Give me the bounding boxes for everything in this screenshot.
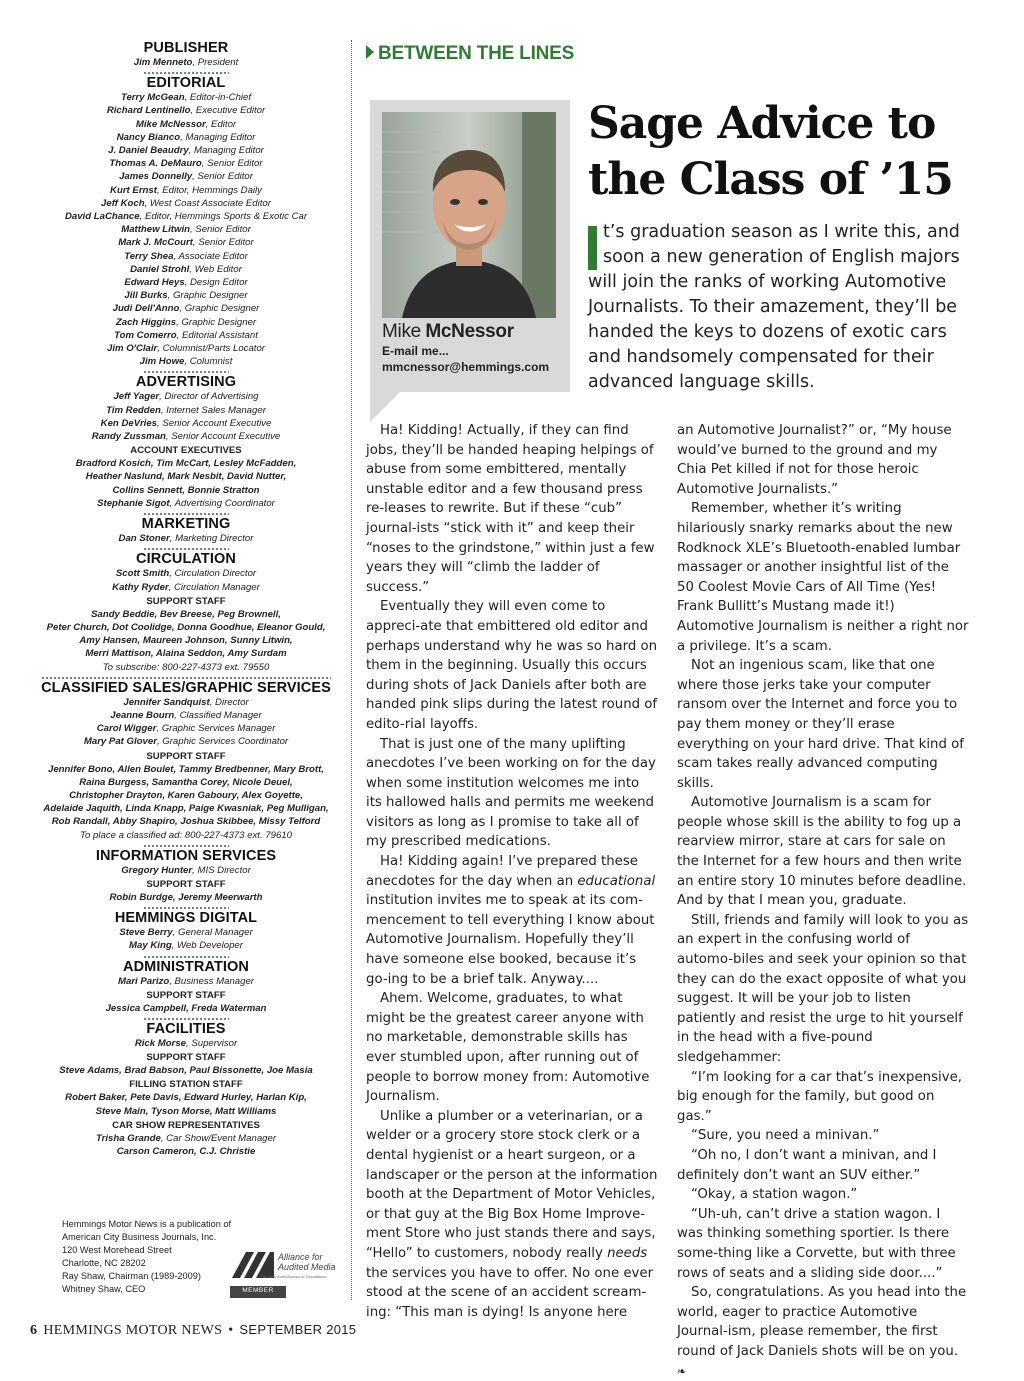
- paragraph-text: Not an ingenious scam, like that one where those jerks take your computer ransom over the Internet and force you to pay them money or they’ll erase everything on your hard drive. That kind of scam takes really advanced computing skills.: [677, 658, 964, 791]
- dotted-divider: [143, 72, 229, 74]
- staff-name: Tom Comerro: [114, 329, 177, 341]
- staff-title: , Executive Editor: [190, 105, 266, 117]
- paragraph-text: institution invites me to speak at its com-mencement to tell everything I know about Automotive Journalism. Hopefully they’ll have someone else booked, because it’s go-ing to be a brief talk. Anyway....: [366, 893, 655, 987]
- staff-title: , Director of Advertising: [159, 391, 259, 403]
- staff-name: Thomas A. DeMauro: [109, 158, 202, 170]
- body-paragraph: [677, 421, 969, 499]
- staff-name: Mary Pat Glover: [83, 736, 157, 748]
- staff-title: , Editor: [205, 118, 237, 130]
- masthead-staff-list: Rob Randall, Abby Shapiro, Joshua Skibbee, Missy Telford: [51, 816, 321, 828]
- page-number: 6: [30, 1323, 38, 1338]
- body-column-1: [366, 421, 658, 1322]
- masthead-subhead: CAR SHOW REPRESENTATIVES: [112, 1119, 260, 1131]
- aam-tagline: The New Audit Bureau of Circulations: [260, 1274, 327, 1279]
- masthead-staff-list: Jennifer Bono, Allen Boulet, Tammy Bredbenner, Mary Brott,: [48, 763, 324, 775]
- headline-line1: Sage Advice to: [588, 98, 936, 149]
- masthead-section-marketing: [30, 513, 342, 545]
- body-paragraph: [366, 852, 658, 989]
- author-photo: [382, 112, 556, 318]
- author-last-name: McNessor: [425, 321, 514, 342]
- issue-date: SEPTEMBER 2015: [239, 1322, 357, 1337]
- body-paragraph: [677, 656, 969, 793]
- staff-title: , Columnist: [184, 356, 233, 368]
- masthead-staff-list: Christopher Drayton, Karen Gaboury, Alex Goyette,: [69, 789, 303, 801]
- staff-title: , Editor-in-Chief: [184, 92, 252, 104]
- paragraph-text: “Uh-uh, can’t drive a station wagon. I was thinking something sportier. Is there some-thing like a Corvette, but with three rows of seats and a sliding side door....”: [677, 1206, 956, 1281]
- masthead-staff-line: [30, 342, 342, 355]
- masthead-staff-line: [30, 302, 342, 315]
- author-email-link[interactable]: mmcnessor@hemmings.com: [382, 360, 550, 374]
- body-paragraph: [677, 1146, 969, 1185]
- masthead-staff-line: [30, 236, 342, 249]
- masthead-staff-line: [30, 263, 342, 276]
- body-paragraph: [677, 1283, 969, 1381]
- masthead-staff-list: Jessica Campbell, Freda Waterman: [105, 1002, 267, 1014]
- staff-name: Randy Zussman: [91, 431, 166, 443]
- staff-name: Carol Wigger: [96, 723, 157, 735]
- page-footer: [30, 1322, 356, 1339]
- staff-name: Jill Burks: [124, 290, 168, 302]
- staff-title: , Internet Sales Manager: [160, 404, 266, 416]
- staff-title: , Graphic Services Coordinator: [156, 736, 289, 748]
- paragraph-text: an Automotive Journalist?” or, “My house would’ve burned to the ground and my Chia Pet killed if not for those heroic Automotive Journalists.”: [677, 423, 952, 497]
- staff-name: Judi Dell'Anno: [112, 303, 180, 315]
- paragraph-text: “Okay, a station wagon.”: [691, 1187, 858, 1203]
- body-paragraph: [677, 1185, 969, 1205]
- body-paragraph: [677, 911, 969, 1068]
- paragraph-text: Automotive Journalism is a scam for people whose skill is the ability to fog up a rearview mirror, stare at cars for sale on the Internet for a few hours and then write an entire story 10 minutes before deadline. And by that I mean you, graduate.: [677, 795, 967, 909]
- staff-name: Jeff Yager: [113, 391, 160, 403]
- staff-title: , MIS Director: [192, 864, 251, 876]
- footer-bullet: •: [228, 1323, 234, 1338]
- body-paragraph: [677, 1126, 969, 1146]
- emphasis-text: educational: [577, 873, 656, 889]
- masthead-section-circulation: [30, 548, 342, 673]
- masthead-staff-list: Robert Baker, Pete Davis, Edward Hurley, Harlan Kip,: [65, 1092, 307, 1104]
- masthead-section-facilities: [30, 1018, 342, 1158]
- dotted-divider: [41, 677, 331, 679]
- pub-info-line: Hemmings Motor News is a publication of: [62, 1219, 232, 1229]
- masthead-staff-line: [30, 430, 342, 443]
- body-paragraph: [366, 597, 658, 734]
- masthead-staff-line: [30, 722, 342, 735]
- masthead-subhead: FILLING STATION STAFF: [129, 1079, 243, 1091]
- masthead-section-publisher: [30, 40, 342, 69]
- masthead-subhead: SUPPORT STAFF: [146, 750, 226, 762]
- masthead-staff-line: [30, 250, 342, 263]
- staff-title: , Web Editor: [189, 263, 242, 275]
- staff-title: , Editor, Hemmings Sports & Exotic Car: [139, 211, 308, 223]
- masthead-staff-line: [30, 567, 342, 580]
- paragraph-text: That is just one of the many uplifting anecdotes I’ve been working on for the day when some institution welcomes me into its hallowed halls and permits me weekend visitors as long as I promise to take all of my prescribed medications.: [366, 736, 656, 850]
- triangle-right-icon: [366, 45, 374, 59]
- masthead-staff-line: [30, 975, 342, 988]
- body-paragraph: [677, 1068, 969, 1127]
- staff-name: Mark J. McCourt: [118, 237, 193, 249]
- staff-title: , Web Developer: [171, 940, 243, 952]
- masthead-section-advertising: [30, 371, 342, 510]
- masthead-staff-line: [30, 144, 342, 157]
- pub-info-line: American City Business Journals, Inc.: [62, 1232, 217, 1242]
- masthead-staff-list: Raina Burgess, Samantha Corey, Nicole Deuel,: [79, 776, 293, 788]
- paragraph-text: Ahem. Welcome, graduates, to what might be the greatest career anyone with no marketable, demonstrable skills has ever stumbled upon, after running out of people to borrow money from: Automotive Journalism.: [366, 991, 650, 1105]
- masthead-heading: HEMMINGS DIGITAL: [114, 910, 258, 927]
- staff-title: , Business Manager: [169, 975, 254, 987]
- staff-title: , Director: [209, 696, 249, 708]
- masthead-subhead: SUPPORT STAFF: [146, 1052, 226, 1064]
- masthead-staff-line: [30, 390, 342, 403]
- masthead-staff-line: [30, 355, 342, 368]
- section-label-text: BETWEEN THE LINES: [378, 43, 575, 64]
- masthead-staff-line: [30, 210, 342, 223]
- staff-name: Kathy Ryder: [112, 581, 169, 593]
- masthead-staff-line: [30, 417, 342, 430]
- masthead-section-administration: [30, 956, 342, 1015]
- masthead-staff-list: Peter Church, Dot Coolidge, Donna Goodhue, Eleanor Gould,: [46, 621, 326, 633]
- paragraph-text: “Oh no, I don’t want a minivan, and I definitely don’t want an SUV either.”: [677, 1147, 937, 1183]
- masthead-staff-list: Adelaide Jaquith, Linda Knapp, Paige Kwasniak, Peg Mulligan,: [43, 803, 329, 815]
- staff-title: , Columnist/Parts Locator: [157, 343, 265, 355]
- author-credit: [382, 321, 562, 375]
- masthead-heading: FACILITIES: [146, 1020, 226, 1037]
- staff-name: Terry Shea: [124, 250, 174, 262]
- staff-name: Terry McGean: [120, 92, 185, 104]
- staff-title: , Marketing Director: [169, 533, 254, 545]
- staff-name: Matthew Litwin: [121, 224, 190, 236]
- masthead-staff-list: Sandy Beddie, Bev Breese, Peg Brownell,: [91, 608, 281, 620]
- masthead-staff-line: [30, 497, 342, 510]
- masthead-staff-line: [30, 316, 342, 329]
- masthead-staff-line: [30, 926, 342, 939]
- masthead-heading: INFORMATION SERVICES: [95, 847, 277, 864]
- body-paragraph: [366, 989, 658, 1107]
- staff-title: , Senior Editor: [189, 224, 251, 236]
- staff-name: Scott Smith: [115, 568, 170, 580]
- staff-title: , Senior Editor: [192, 171, 253, 183]
- aam-member: MEMBER: [242, 1287, 274, 1294]
- staff-title: , Editorial Assistant: [176, 329, 258, 341]
- body-paragraph: [366, 735, 658, 853]
- pub-info-line: 120 West Morehead Street: [62, 1245, 172, 1255]
- masthead-heading: CLASSIFIED SALES/GRAPHIC SERVICES: [41, 679, 331, 696]
- masthead-staff-line: [30, 864, 342, 877]
- staff-title: , Graphic Designer: [179, 303, 260, 315]
- masthead-note: To subscribe: 800-227-4373 ext. 79550: [102, 661, 270, 673]
- body-paragraph: [677, 793, 969, 911]
- staff-title: , Graphic Designer: [176, 316, 257, 328]
- masthead-staff-line: [30, 1145, 342, 1158]
- staff-name: Steve Berry: [119, 927, 173, 939]
- aam-line1: Alliance for: [278, 1252, 323, 1262]
- masthead-subhead: ACCOUNT EXECUTIVES: [130, 445, 242, 457]
- staff-name: Daniel Strohl: [130, 263, 190, 275]
- masthead-staff-list: Collins Sennett, Bonnie Stratton: [112, 484, 260, 496]
- paragraph-text: Ha! Kidding! Actually, if they can find jobs, they’ll be handed heaping helpings of abuse from some embittered, mentally unstable editor and a few thousand press re-leases to rewrite. But if these “cub” journal-ists “stick with it” and keep their “noses to the grindstone,” within just a few years they will “climb the ladder of success.”: [366, 423, 655, 595]
- deck-text: t’s graduation season as I write this, and soon a new generation of English majors will join the ranks of working Automotive Journalists. To their amazement, they’ll be handed the keys to dozens of exotic cars and handsomely compensated for their advanced language skills.: [588, 222, 960, 392]
- masthead-staff-line: [30, 131, 342, 144]
- masthead-heading: ADVERTISING: [135, 374, 237, 391]
- staff-title: , Associate Editor: [173, 250, 248, 262]
- masthead-staff-line: [30, 329, 342, 342]
- dotted-divider: [143, 907, 229, 909]
- masthead-staff-line: [30, 276, 342, 289]
- masthead-staff-line: [30, 184, 342, 197]
- masthead-staff-line: [30, 56, 342, 69]
- body-column-2: [677, 421, 969, 1381]
- staff-name: Zach Higgins: [115, 316, 177, 328]
- email-label: E-mail me...: [382, 344, 449, 358]
- staff-title: , General Manager: [172, 927, 253, 939]
- paragraph-text: Unlike a plumber or a veterinarian, or a welder or a grocery store stock clerk or a dental hygienist or a heart surgeon, or a landscaper or the person at the information booth at the Department of Motor Vehicles, or that guy at the Big Box Home Improve-ment Store who just stands there and says, “Hello” to customers, nobody really: [366, 1108, 658, 1261]
- masthead-staff-list: Steve Main, Tyson Morse, Matt Williams: [95, 1105, 277, 1117]
- staff-title: , Graphic Services Manager: [156, 723, 276, 735]
- staff-title: , Managing Editor: [180, 131, 256, 143]
- headline-line2: the Class of ’15: [588, 154, 953, 205]
- dotted-divider: [143, 956, 229, 958]
- staff-title: , Supervisor: [186, 1037, 238, 1049]
- aam-member-logo: [230, 1248, 340, 1300]
- masthead-staff-list: Steve Adams, Brad Babson, Paul Bissonette, Joe Masia: [59, 1065, 313, 1077]
- masthead-staff-line: [30, 170, 342, 183]
- staff-name: Tim Redden: [106, 404, 161, 416]
- staff-name: Ken DeVries: [100, 417, 158, 429]
- masthead-staff-list: Robin Burdge, Jeremy Meerwarth: [109, 891, 263, 903]
- masthead-staff-line: [30, 157, 342, 170]
- staff-title: , Advertising Coordinator: [169, 497, 275, 509]
- masthead-heading: CIRCULATION: [136, 551, 236, 568]
- deck-paragraph: [588, 220, 978, 395]
- masthead-staff-line: [30, 709, 342, 722]
- staff-name: May King: [129, 940, 172, 952]
- dotted-divider: [143, 845, 229, 847]
- staff-name: Dan Stoner: [118, 533, 170, 545]
- staff-name: James Donnelly: [119, 171, 193, 183]
- emphasis-text: needs: [607, 1245, 648, 1261]
- masthead-section-classified: [30, 677, 342, 842]
- masthead-section-digital: [30, 907, 342, 952]
- masthead-heading: ADMINISTRATION: [123, 958, 249, 975]
- paragraph-text: Eventually they will even come to appreci-ate that embittered old editor and perhaps understand why he was so hard on them in the beginning. Usually this occurs during shots of Jack Daniels after both are handed pink slips during the latest round of edito-rial layoffs.: [366, 599, 658, 732]
- staff-name: Carson Cameron, C.J. Christie: [116, 1145, 256, 1157]
- masthead-staff-line: [30, 404, 342, 417]
- masthead-section-editorial: [30, 72, 342, 368]
- masthead-staff-list: Amy Hansen, Maureen Johnson, Sunny Litwin,: [79, 635, 293, 647]
- masthead-staff-line: [30, 289, 342, 302]
- masthead-staff-line: [30, 118, 342, 131]
- author-first-name: Mike: [382, 321, 421, 342]
- masthead-staff-list: Merri Mattison, Alaina Seddon, Amy Surdam: [85, 648, 287, 660]
- staff-title: , Senior Account Executive: [165, 431, 281, 443]
- paragraph-text: Still, friends and family will look to you as an expert in the confusing world of automo-biles and seek your opinion so that they can do the exact opposite of what you suggest. It will be your job to listen patiently and resist the urge to hit yourself in the head with a five-pound sledgehammer:: [677, 912, 969, 1065]
- masthead-section-information: [30, 845, 342, 904]
- dotted-divider: [143, 371, 229, 373]
- masthead-staff-line: [30, 223, 342, 236]
- staff-name: Jim O'Clair: [107, 343, 158, 355]
- section-label: [366, 43, 574, 65]
- masthead-staff-line: [30, 1132, 342, 1145]
- masthead-staff-line: [30, 1037, 342, 1050]
- masthead-heading: MARKETING: [141, 516, 231, 533]
- staff-title: , President: [192, 57, 239, 68]
- pub-info-line: Ray Shaw, Chairman (1989-2009): [62, 1271, 201, 1281]
- masthead-staff-line: [30, 532, 342, 545]
- masthead-staff-list: Bradford Kosich, Tim McCart, Lesley McFadden,: [75, 458, 297, 470]
- body-paragraph: [677, 499, 969, 656]
- body-paragraph: [366, 1107, 658, 1323]
- author-box: [370, 100, 570, 392]
- staff-name: Rick Morse: [134, 1037, 186, 1049]
- staff-title: , Circulation Manager: [168, 581, 260, 593]
- staff-name: Jim Menneto: [133, 57, 193, 68]
- staff-name: David LaChance: [64, 211, 140, 223]
- dotted-divider: [143, 548, 229, 550]
- staff-title: , Classified Manager: [174, 709, 262, 721]
- pub-info-line: Charlotte, NC 28202: [62, 1258, 146, 1268]
- staff-name: Edward Heys: [124, 277, 185, 289]
- paragraph-text: “Sure, you need a minivan.”: [691, 1128, 880, 1144]
- staff-name: Jim Howe: [139, 356, 185, 368]
- staff-title: , West Coast Associate Editor: [144, 197, 271, 209]
- end-of-story-icon: ❧: [677, 1364, 687, 1378]
- staff-name: Gregory Hunter: [121, 864, 193, 876]
- staff-title: , Managing Editor: [188, 145, 264, 157]
- magazine-name: HEMMINGS MOTOR NEWS: [43, 1323, 223, 1338]
- staff-name: Kurt Ernst: [110, 184, 157, 196]
- masthead-heading: EDITORIAL: [146, 75, 226, 92]
- paragraph-text: the services you have to offer. No one ever stood at the scene of an accident scream-ing: “This man is dying! Is anyone here: [366, 1265, 654, 1320]
- body-paragraph: [677, 1205, 969, 1283]
- staff-name: Mari Parizo: [118, 975, 170, 987]
- dotted-divider: [143, 1018, 229, 1020]
- staff-name: J. Daniel Beaudry: [108, 145, 189, 157]
- staff-name: Jeanne Bourn: [110, 709, 175, 721]
- masthead-note: To place a classified ad: 800-227-4373 ext. 79610: [80, 829, 292, 841]
- pub-info-line: Whitney Shaw, CEO: [62, 1284, 146, 1294]
- column-divider: [351, 40, 352, 1300]
- staff-name: Trisha Grande: [95, 1132, 161, 1144]
- staff-title: , Circulation Director: [169, 568, 257, 580]
- drop-cap-initial: [588, 226, 597, 270]
- staff-title: , Senior Account Executive: [157, 417, 272, 429]
- masthead: [30, 40, 342, 1160]
- staff-name: Stephanie Sigot: [97, 497, 170, 509]
- paragraph-text: So, congratulations. As you head into the world, eager to practice Automotive Journal-ism, please remember, the first round of Jack Daniels shots will be on you.: [677, 1285, 967, 1359]
- masthead-staff-line: [30, 696, 342, 709]
- staff-title: , Design Editor: [184, 277, 248, 289]
- staff-name: Jennifer Sandquist: [123, 696, 210, 708]
- masthead-staff-line: [30, 939, 342, 952]
- masthead-staff-line: [30, 91, 342, 104]
- paragraph-text: Ha! Kidding again! I’ve prepared these anecdotes for the day when an: [366, 854, 638, 889]
- body-paragraph: [366, 421, 658, 597]
- masthead-staff-line: [30, 104, 342, 117]
- staff-title: , Senior Editor: [192, 237, 254, 249]
- aam-line2: Audited Media: [278, 1262, 336, 1272]
- masthead-subhead: SUPPORT STAFF: [146, 989, 226, 1001]
- dotted-divider: [143, 513, 229, 515]
- staff-title: , Graphic Designer: [167, 290, 248, 302]
- staff-name: Mike McNessor: [135, 118, 206, 130]
- masthead-staff-list: Heather Naslund, Mark Nesbit, David Nutter,: [85, 471, 287, 483]
- staff-title: , Car Show/Event Manager: [160, 1132, 277, 1144]
- staff-title: , Editor, Hemmings Daily: [156, 184, 262, 196]
- staff-name: Nancy Bianco: [116, 131, 181, 143]
- masthead-heading: PUBLISHER: [143, 40, 229, 56]
- masthead-subhead: SUPPORT STAFF: [146, 595, 226, 607]
- staff-name: Jeff Koch: [101, 197, 145, 209]
- staff-title: , Senior Editor: [201, 158, 263, 170]
- headline: [588, 96, 988, 208]
- staff-name: Richard Lentinello: [106, 105, 191, 117]
- paragraph-text: “I’m looking for a car that’s inexpensive, big enough for the family, but good on gas.”: [677, 1069, 962, 1124]
- author-box-tail: [370, 392, 400, 422]
- masthead-staff-line: [30, 735, 342, 748]
- masthead-staff-line: [30, 581, 342, 594]
- paragraph-text: Remember, whether it’s writing hilariously snarky remarks about the new Rodknock XLE’s Bluetooth-enabled lumbar massager or another insightful list of the 50 Coolest Movie Cars of All Time (Yes! Frank Bullitt’s Mustang made it!) Automotive Journalism is neither a right nor a privilege. It’s a scam.: [677, 501, 969, 654]
- masthead-staff-line: [30, 197, 342, 210]
- masthead-subhead: SUPPORT STAFF: [146, 878, 226, 890]
